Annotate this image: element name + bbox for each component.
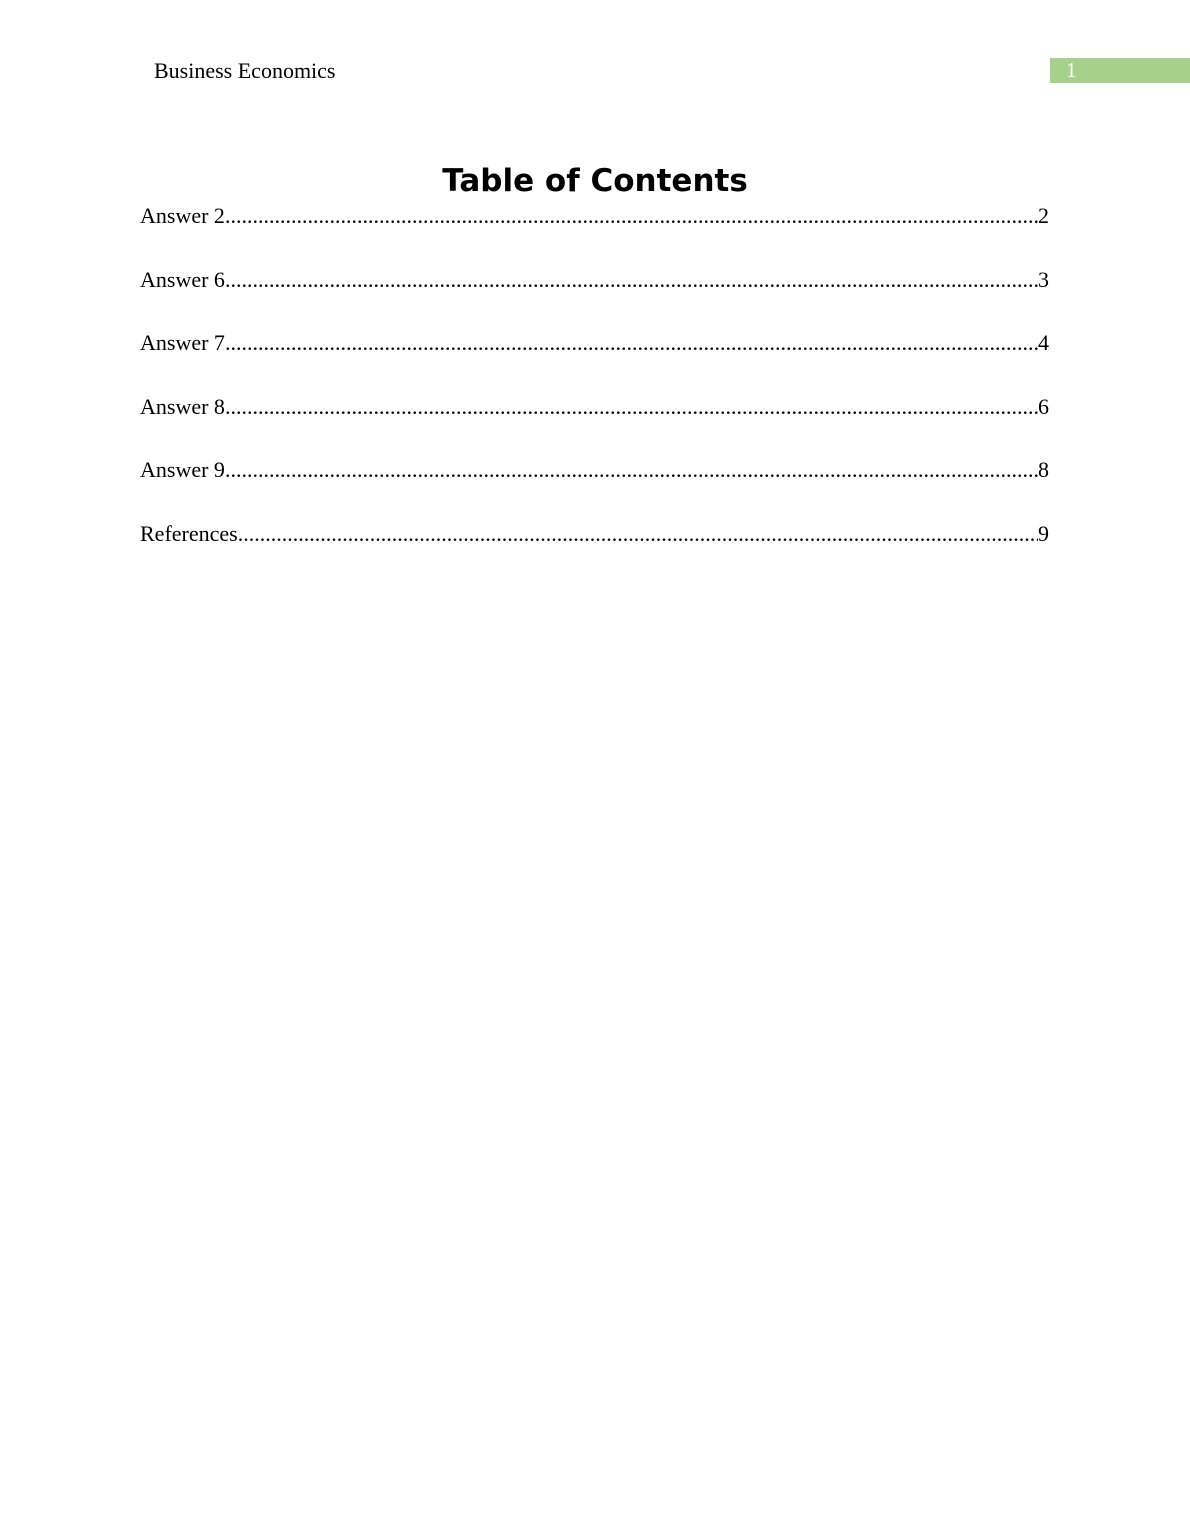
toc-entry-label: Answer 7	[140, 330, 225, 355]
toc-entry-answer-8[interactable]	[140, 391, 1049, 455]
toc-dot-leader	[225, 454, 1038, 486]
toc-dot-leader	[225, 264, 1038, 296]
toc-entry-page: 6	[1038, 393, 1049, 419]
toc-entry-page: 8	[1038, 457, 1049, 482]
toc-entry-references[interactable]	[140, 518, 1049, 582]
toc-entry-answer-7[interactable]	[140, 327, 1049, 391]
toc-entry-page: 2	[1038, 203, 1049, 228]
toc-dot-leader	[225, 327, 1038, 359]
toc-heading: Table of Contents	[442, 163, 748, 199]
toc-entry-page: 4	[1038, 330, 1049, 355]
toc-entry-label: Answer 8	[140, 393, 225, 419]
toc-entry-label: Answer 2	[140, 203, 225, 228]
toc-dot-leader	[238, 518, 1038, 550]
toc-entry-label: Answer 9	[140, 457, 225, 482]
toc-dot-leader	[225, 200, 1038, 232]
toc-entry-label: Answer 6	[140, 266, 225, 292]
toc-list	[140, 200, 1049, 581]
toc-entry-answer-6[interactable]	[140, 264, 1049, 328]
page-number: 1	[1066, 58, 1077, 82]
toc-dot-leader	[225, 391, 1038, 423]
toc-entry-page: 9	[1038, 520, 1049, 546]
toc-entry-label: References	[140, 520, 238, 546]
toc-entry-answer-9[interactable]	[140, 454, 1049, 518]
toc-entry-page: 3	[1038, 266, 1049, 292]
running-header-title: Business Economics	[154, 58, 336, 83]
toc-entry-answer-2[interactable]	[140, 200, 1049, 264]
page-number-badge	[1050, 58, 1190, 83]
